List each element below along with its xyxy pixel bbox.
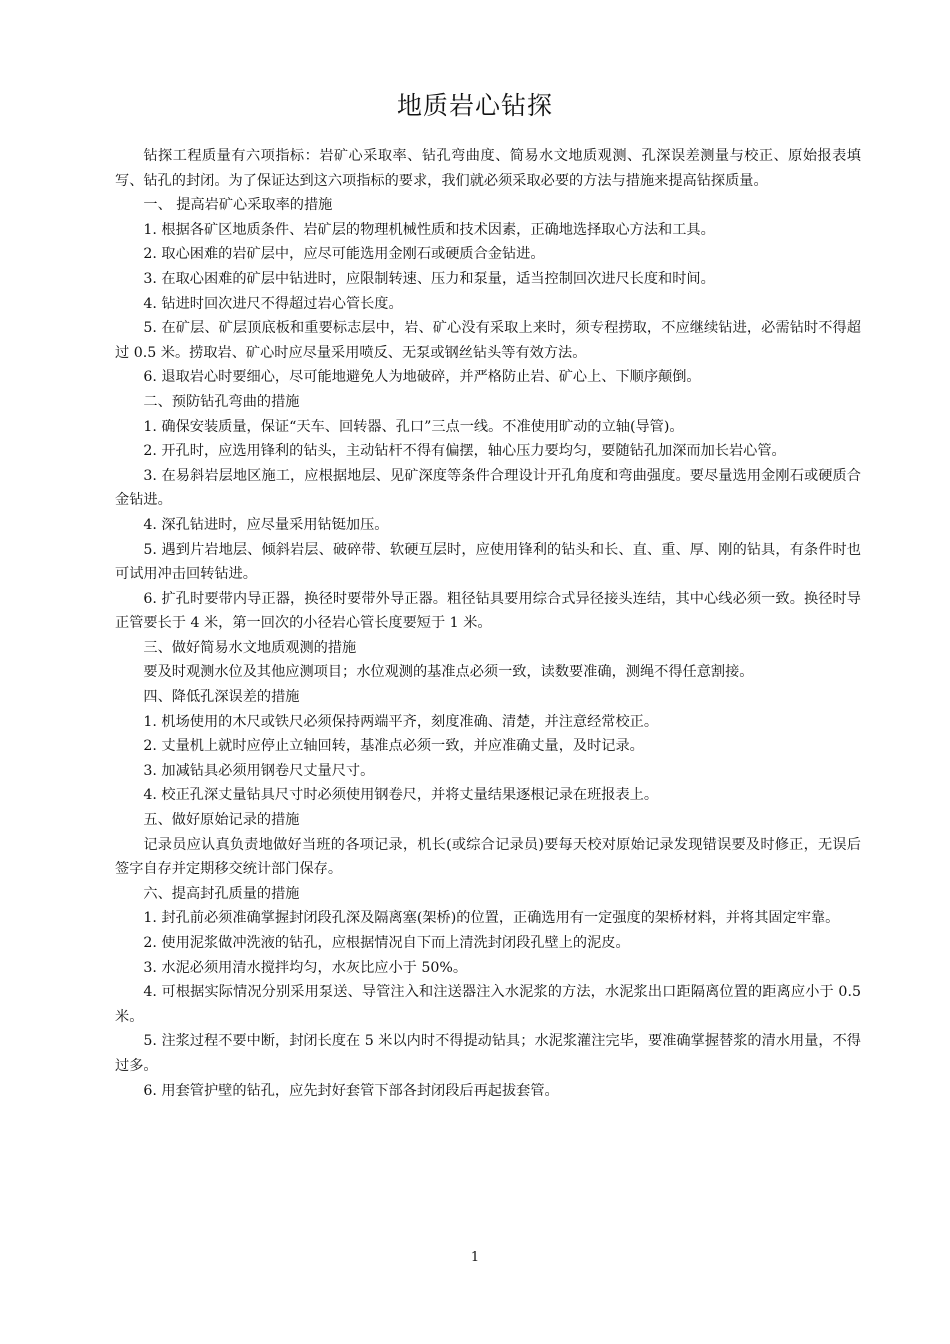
list-item: 6. 退取岩心时要细心，尽可能地避免人为地破碎，并严格防止岩、矿心上、下顺序颠倒。 [143,369,701,386]
section-heading: 一、 提高岩矿心采取率的措施 [143,197,333,214]
page-number: 1 [470,1250,480,1265]
list-item: 要及时观测水位及其他应测项目；水位观测的基准点必须一致，读数要准确，测绳不得任意割接。 [143,664,754,681]
list-item: 6. 扩孔时要带内导正器，换径时要带外导正器。粗径钻具要用综合式异径接头连结，其中心线必须一致。换径时导正管要长于 4 米，第一回次的小径岩心管长度要短于 1 米。 [115,590,861,632]
list-item: 2. 使用泥浆做冲洗液的钻孔，应根据情况自下而上清洗封闭段孔壁上的泥皮。 [143,935,630,951]
list-item: 4. 钻进时回次进尺不得超过岩心管长度。 [143,295,403,312]
list-item: 5. 注浆过程不要中断，封闭长度在 5 米以内时不得提动钻具；水泥浆灌注完毕，要准确掌握替浆的清水用量，不得过多。 [115,1033,861,1074]
list-item: 3. 在易斜岩层地区施工，应根据地层、见矿深度等条件合理设计开孔角度和弯曲强度。要尽量选用金刚石或硬质合金钻进。 [115,467,861,509]
list-item: 2. 丈量机上就时应停止立轴回转，基准点必须一致，并应准确丈量，及时记录。 [143,738,644,755]
list-item: 记录员应认真负责地做好当班的各项记录，机长(或综合记录员)要每天校对原始记录发现错误要及时修正，无误后签字自存并定期移交统计部门保存。 [115,836,861,878]
section-heading: 五、做好原始记录的措施 [143,812,300,829]
list-item: 5. 在矿层、矿层顶底板和重要标志层中，岩、矿心没有采取上来时，须专程捞取，不应继续钻进，必需钻时不得超过 0.5 米。捞取岩、矿心时应尽量采用喷反、无泵或钢丝钻头等有效方法。 [115,320,861,361]
list-item: 1. 确保安装质量，保证“天车、回转器、孔口”三点一线。不准使用旷动的立轴(导管)。 [143,418,684,435]
list-item: 1. 根据各矿区地质条件、岩矿层的物理机械性质和技术因素，正确地选择取心方法和工具。 [143,221,715,238]
list-item: 1. 机场使用的木尺或铁尺必须保持两端平齐，刻度准确、清楚，并注意经常校正。 [143,713,659,730]
list-item: 1. 封孔前必须准确掌握封闭段孔深及隔离塞(架桥)的位置，正确选用有一定强度的架桥材料，并将其固定牢靠。 [143,910,840,927]
list-item: 2. 开孔时，应选用锋利的钻头，主动钻杆不得有偏摆，轴心压力要均匀，要随钻孔加深而加长岩心管。 [143,443,786,460]
list-item: 2. 取心困难的岩矿层中，应尽可能选用金刚石或硬质合金钻进。 [143,246,545,263]
intro-paragraph: 钻探工程质量有六项指标：岩矿心采取率、钻孔弯曲度、简易水文地质观测、孔深误差测量与校正、原始报表填写、钻孔的封闭。为了保证达到这六项指标的要求，我们就必须采取必要的方法与措施来提高钻探质量。 [115,148,861,189]
document-title: 地质岩心钻探 [396,91,553,120]
section-heading: 二、预防钻孔弯曲的措施 [143,393,300,410]
list-item: 6. 用套管护壁的钻孔，应先封好套管下部各封闭段后再起拔套管。 [143,1082,559,1099]
document-body [115,144,861,1103]
list-item: 3. 水泥必须用清水搅拌均匀，水灰比应小于 50%。 [143,959,468,976]
list-item: 5. 遇到片岩地层、倾斜岩层、破碎带、软硬互层时，应使用锋利的钻头和长、直、重、厚、刚的钻具，有条件时也可试用冲击回转钻进。 [115,541,861,583]
list-item: 3. 在取心困难的矿层中钻进时，应限制转速、压力和泵量，适当控制回次进尺长度和时间。 [143,270,715,287]
list-item: 4. 校正孔深丈量钻具尺寸时必须使用钢卷尺，并将丈量结果逐根记录在班报表上。 [143,787,659,804]
list-item: 4. 可根据实际情况分别采用泵送、导管注入和注送器注入水泥浆的方法，水泥浆出口距隔离位置的距离应小于 0.5 米。 [115,984,861,1025]
list-item: 3. 加减钻具必须用钢卷尺丈量尺寸。 [143,762,375,779]
list-item: 4. 深孔钻进时，应尽量采用钻铤加压。 [143,516,389,533]
section-heading: 四、降低孔深误差的措施 [143,689,300,706]
section-heading: 六、提高封孔质量的措施 [143,885,300,902]
section-heading: 三、做好简易水文地质观测的措施 [143,639,357,656]
